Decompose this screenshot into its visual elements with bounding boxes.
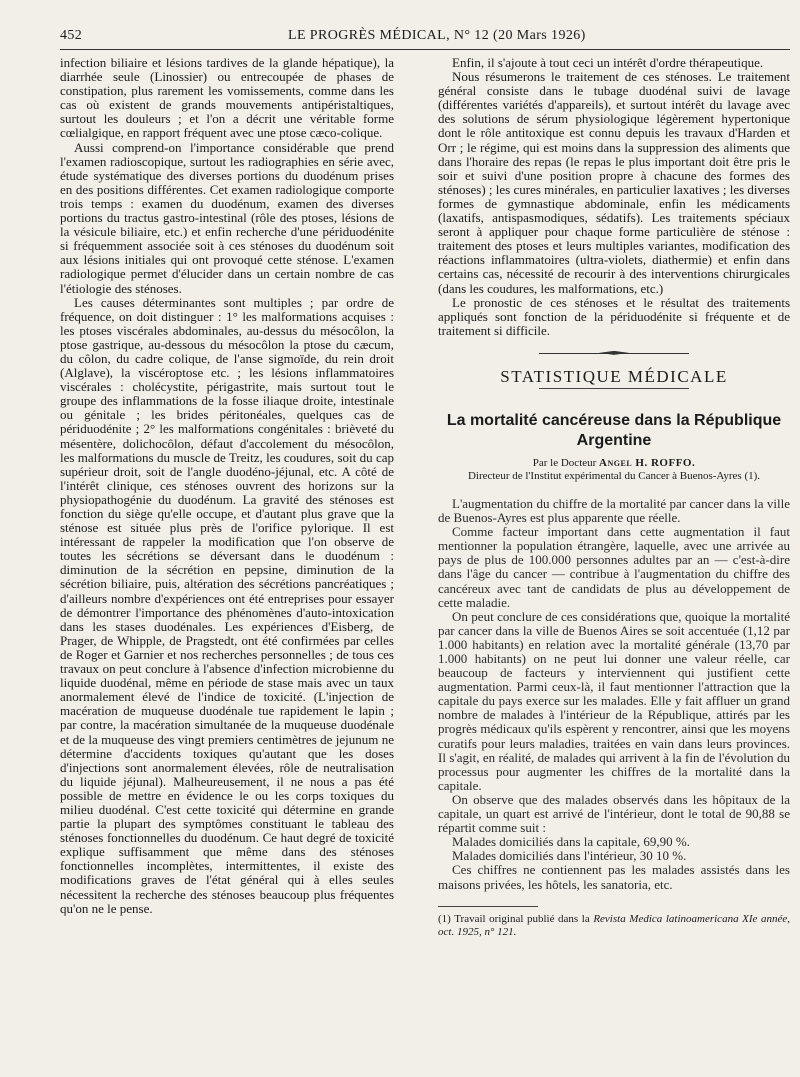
paragraph: Enfin, il s'ajoute à tout ceci un intérêt d'ordre thérapeutique. <box>452 55 764 70</box>
footnote-journal: Revista Medica latinoamericana <box>593 912 739 925</box>
right-column <box>438 56 790 939</box>
paragraph: Nous résumerons le traitement de ces sténoses. Le traitement général consiste dans le tubage duodénal suivi de lavage (différentes variétés d'appareils), et surtout intérêt du lavage avec des solutions de sérum physiologique légèrement hypertonique dont le rôle antitoxique est connu depuis les travaux d'Harden et Orr ; le régime, qui est moins dans la suppression des aliments que dans l'horaire des repas (le repas le plus important doit être pris le soir et suivi d'une position propre à chacune des formes des sténoses) ; les cures minérales, en particulier laxatives ; les diverses formes de gymnastique abdominale, enfin les médicaments (laxatifs, antispasmodiques, sédatifs). Les traitements spéciaux seront à appliquer pour chaque forme particulière de sténose : traitement des ptoses et leurs multiples variantes, modification des réactions inflammatoires (ultra-violets, diathermie) et enfin dans certains cas, nécessité de recourir à des interventions chirurgicales (dans les coudures, les malformations, etc.) <box>438 69 790 296</box>
running-title: LE PROGRÈS MÉDICAL, N° 12 (20 Mars 1926) <box>288 28 586 43</box>
paragraph: infection biliaire et lésions tardives de la glande hépatique), la diarrhée seule (Linossier) ou entrecoupée de phases de constipation, plus rarement les vomissements, comme dans les cas où existent de grands mouvements antipéristaltiques, surtout les douleurs ; et l'on a décrit une véritable forme cœlialgique, en rapport fréquent avec une ptose cæco-colique. <box>60 55 394 141</box>
footnote <box>438 913 790 939</box>
header-rule <box>60 49 790 50</box>
paragraph: Les causes déterminantes sont multiples ; par ordre de fréquence, on doit distinguer : 1° les malformations acquises : les ptoses viscérales abdominales, au-dessus du mésocôlon, la ptose gastrique, au-dessous du mésocôlon la ptose du cæcum, du côlon, du cadre colique, de l'anse sigmoïde, du rein droit (Alglave), la viscéroptose etc. ; les lésions inflammatoires viscérales : cholécystite, périgastrite, mais surtout tout le groupe des inflammations de la fosse iliaque droite, intestinale ou génitale ; les brides péritonéales, quelques cas de périduodénite ; 2° les malformations congénitales : brièveté du mésentère, dolichocôlon, défaut d'accolement du mésocôlon, les malformations du muscle de Treitz, les coudures, soit du cap supérieur droit, soit de l'angle duodéno-jéjunal, etc. A côté de l'intérêt clinique, ces sténoses ouvrent des horizons sur la physiopathogénie du duodénum. La gravité des sténoses est fonction du siège qu'elle occupe, et d'autant plus grave que la sténose est située plus près de l'orifice pylorique. Il est intéressant de rappeler la modification que l'on observe de toutes les sécrétions se déversant dans le duodénum : diminution de la sécrétion en pepsine, diminution de la sécrétion biliaire, puis, altération des sécrétions pancréatiques ; d'ailleurs nombre d'expériences ont été entreprises pour essayer de démontrer l'importance des phénomènes d'auto-intoxication dans les stases duodénales. Les expériences d'Eisberg, de Prager, de Whipple, de Pragstedt, ont été confirmées par celles de Roger et Garnier et nos recherches personnelles ; de tous ces travaux on peut conclure à l'absence d'infection microbienne du liquide duodénal, même en période de stase mais avec un taux anormalement élevé de l'indice de toxicité. (L'injection de macération de muqueuse duodénale tue rapidement le lapin ; par contre, la macération simultanée de la muqueuse duodénale et de la muqueuse des vingt premiers centimètres de jejunum ne détermine d'accidents toxiques qu'autant que les doses d'injections sont anormalement élevées, rôle de neutralisation du liquide jéjunal). Malheureusement, il ne nous a pas été possible de mettre en évidence le ou les corps toxiques du milieu duodénal. C'est cette toxicité qui détermine en grande partie la plupart des symptômes constituant le tableau des sténoses fonctionnelles du duodénum. Ce haut degré de toxicité explique suffisamment que même dans des sténoses fonctionnelles incomplètes, intermittentes, il existe des modifications graves de l'état général qui à elles seules nécessitent la recherche des sténoses beaucoup plus fréquentes qu'on ne le pense. <box>60 294 394 916</box>
left-column <box>60 56 394 916</box>
section-rule <box>539 388 689 389</box>
list-item: Malades domiciliés dans l'intérieur, 30 10 %. <box>452 848 687 864</box>
page-header <box>60 28 790 48</box>
byline-prefix: Par le Docteur <box>532 456 597 469</box>
paragraph: L'augmentation du chiffre de la mortalité par cancer dans la ville de Buenos-Ayres est plus apparente que réelle. <box>438 495 790 526</box>
paragraph: Le pronostic de ces sténoses et le résultat des traitements appliqués sont fonction de la périduodénite si fréquente et de traitement si difficile. <box>438 294 790 338</box>
article-title: La mortalité cancéreuse dans la République Argentine <box>446 411 782 449</box>
article-body <box>438 497 790 892</box>
paragraph: Comme facteur important dans cette augmentation il faut mentionner la population étrangère, laquelle, avec une arrivée au pays de plus de 100.000 personnes adultes par an — c'est-à-dire dans l'âge du cancer — contribue à l'augmentation du chiffre des cancéreux avec tant de candidats de plus au développement de cette maladie. <box>438 524 790 610</box>
ornamental-divider <box>539 350 689 356</box>
paragraph: On peut conclure de ces considérations que, quoique la mortalité par cancer dans la ville de Buenos Aires se soit accentuée (1,12 par 1.000 habitants) en relation avec la mortalité générale (13,70 par 1.000 habitants) on ne peut lui donner une valeur réelle, car beaucoup de facteurs y interviennent qui justifient cette augmentation. Parmi ceux-là, il faut mentionner l'attraction que la capitale du pays exerce sur les malades. Elle y fait affluer un grand nombre de malades à l'intérieur de la République, attirés par les progrès médicaux qu'ils espèrent y rencontrer, ainsi que les moyens curatifs pour leurs maladies, traitées en vain dans leurs provinces. Il s'agit, en réalité, de malades qui arrivent à la fin de l'évolution du processus pour augmenter les chiffres de la mortalité dans la capitale. <box>438 608 790 793</box>
author-name: Angel H. ROFFO. <box>599 456 696 469</box>
footnote-suffix: XIe année, oct. 1925, n° 121. <box>438 912 791 938</box>
paragraph: On observe que des malades observés dans les hôpitaux de la capitale, un quart est arrivé de l'intérieur, dont le total de 90,88 se répartit comme suit : <box>438 791 790 836</box>
footnote-rule <box>438 906 538 907</box>
list-item: Malades domiciliés dans la capitale, 69,90 %. <box>452 834 690 850</box>
author-affiliation: Directeur de l'Institut expérimental du Cancer à Buenos-Ayres (1). <box>467 469 761 482</box>
byline <box>438 457 790 470</box>
paragraph: Aussi comprend-on l'importance considérable que prend l'examen radioscopique, surtout les radiographies en série avec, étude systématique des diverses portions du duodénum prises en des positions différentes. Cet examen radiologique comporte trois temps : examen du duodénum, examen des diverses portions du tractus gastro-intestinal (rôle des ptoses, lésions de la vésicule biliaire, etc.) et enfin recherche d'une périduodénite si fréquemment associée soit à ces sténoses du duodénum soit aux lésions initiales qui ont provoqué cette sténose. L'examen radiologique permet d'élucider dans un certain nombre de cas l'étiologie des sténoses. <box>60 139 394 296</box>
page-number: 452 <box>60 28 83 43</box>
paragraph: Ces chiffres ne contiennent pas les malades assistés dans les maisons privées, les hôtels, les sanatoria, etc. <box>438 862 790 892</box>
section-title: STATISTIQUE MÉDICALE <box>500 366 728 386</box>
footnote-prefix: (1) Travail original publié dans la <box>438 912 590 925</box>
